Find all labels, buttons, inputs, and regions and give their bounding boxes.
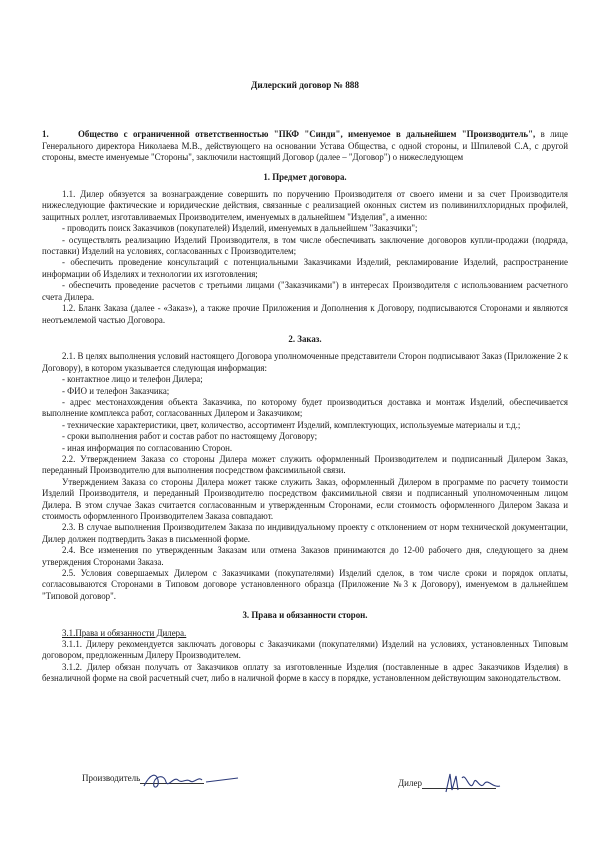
list-item: - ФИО и телефон Заказчика; [62, 385, 170, 396]
clause-2-1: 2.1. В целях выполнения условий настоящего Договора уполномоченные представители Сторон подписывают Заказ (Приложение 2 к Договору), в котором указывается следующая информация: [42, 351, 568, 373]
clause-2-3: 2.3. В случае выполнения Производителем Заказа по индивидуальному проекту с отклонением от норм технической документации, Дилер должен подтвердить Заказ в письменной форме. [42, 522, 568, 544]
list-item: - технические характеристики, цвет, количество, ассортимент Изделий, комплектующих, используемые материалы и т.д.; [62, 419, 521, 430]
list-item: - иная информация по согласованию Сторон. [62, 442, 233, 453]
document-title: Дилерский договор № 888 [251, 80, 359, 90]
clause-1-1: 1.1. Дилер обязуется за вознаграждение совершить по поручению Производителя от своего имени и за счет Производителя нижеследующие фактические и юридические действия, связанные с реализацией оконных систем из поливинилхлоридных профилей, защитных роллет, изготавливаемых Производителем, именуемых в дальнейшем "Изделия", а именно: [42, 189, 568, 222]
signature-block [0, 770, 600, 810]
section-3-title: 3. Права и обязанности сторон. [242, 610, 368, 621]
list-item: - обеспечить проведение расчетов с третьими лицами ("Заказчиками") в интересах Производителя с использованием расчетного счета Дилера. [42, 280, 568, 302]
clause-2-2-continued: Утверждением Заказа со стороны Дилера может также служить Заказ, оформленный Дилером в программе по расчету тоимости Изделий Производителя, и переданный Производителю посредством факсимильной связи и подписанный уполномоченным лицом Дилера. В этом случае Заказ считается согласованным и утвержденным Сторонами, если стоимость оформленного Дилером Заказа и стоимость оформленного Производителем Заказа совпадают. [42, 476, 568, 521]
clause-2-5: 2.5. Условия совершаемых Дилером с Заказчиками (покупателями) Изделий сделок, в том числе сроки и порядок оплаты, согласовываются Сторонами в Типовом договоре установленного образца (Приложение №3 к Договору), именуемом в дальнейшем "Типовой договор". [42, 568, 568, 601]
clause-3-1-1: 3.1.1. Дилеру рекомендуется заключать договоры с Заказчиками (покупателями) Изделий на условиях, установленных Типовым договором, предложенным Дилеру Производителем. [42, 639, 568, 661]
section-1-title: 1. Предмет договора. [263, 171, 347, 182]
dealer-label: Дилер [398, 778, 422, 788]
list-item: - обеспечить проведение консультаций с потенциальными Заказчиками Изделий, рекламирование Изделий, распространение информации об Изделиях и технологии их изготовления; [42, 257, 568, 279]
list-item: - сроки выполнения работ и состав работ по настоящему Договору; [62, 431, 318, 442]
section-2-title: 2. Заказ. [288, 333, 322, 344]
list-item: - адрес местонахождения объекта Заказчика, по которому будет производиться доставка и монтаж Изделий, обеспечивается выполнение комплекса работ, согласованных Дилером и Заказчиком; [42, 396, 568, 419]
producer-signature-scribble [140, 770, 245, 792]
parties-bold-text: Общество с ограниченной ответственностью "ПКФ "Синди", именуемое в дальнейшем "Производитель", [78, 129, 536, 140]
clause-2-2: 2.2. Утверждением Заказа со стороны Дилера может служить оформленный Производителем и подписанный Дилером Заказ, переданный Производителю для выполнения посредством факсимильной связи. [42, 453, 568, 476]
parties-number: 1. [42, 129, 49, 140]
subsection-3-1-title: 3.1.Права и обязанности Дилера. [62, 627, 187, 638]
producer-label: Производитель [82, 773, 141, 783]
clause-3-1-2: 3.1.2. Дилер обязан получать от Заказчиков оплату за изготовленные Изделия (поставленные в адрес Заказчиков Изделия) в безналичной форме на свой расчетный счет, либо в наличной форме в кассу в порядке, установленном действующим законодательством. [42, 661, 568, 684]
parties-text: в лице Генерального директора Николаева М.В., действующего на основании Устава Общества, с одной стороны, и Шпилевой С.А, с другой стороны, вместе именуемые "Стороны", заключили настоящий Договор (далее – "Договор") о нижеследующем [42, 129, 568, 163]
list-item: - проводить поиск Заказчиков (покупателей) Изделий, именуемых в дальнейшем "Заказчики"; [62, 223, 418, 234]
parties-paragraph [42, 129, 568, 163]
clause-2-4: 2.4. Все изменения по утвержденным Заказам или отмена Заказов принимаются до 12-00 рабочего дня, следующего за днем утверждения Сторонами Заказа. [42, 545, 568, 567]
list-item: - осуществлять реализацию Изделий Производителя, в том числе обеспечивать заключение договоров купли-продажи (подряда, поставки) Изделий на условиях, согласованных с Производителем; [42, 234, 568, 257]
clause-1-2: 1.2. Бланк Заказа (далее - «Заказ»), а также прочие Приложения и Дополнения к Договору, подписываются Сторонами и являются неотъемлемой частью Договора. [42, 303, 568, 325]
list-item: - контактное лицо и телефон Дилера; [62, 374, 203, 385]
dealer-signature-scribble [440, 770, 510, 796]
